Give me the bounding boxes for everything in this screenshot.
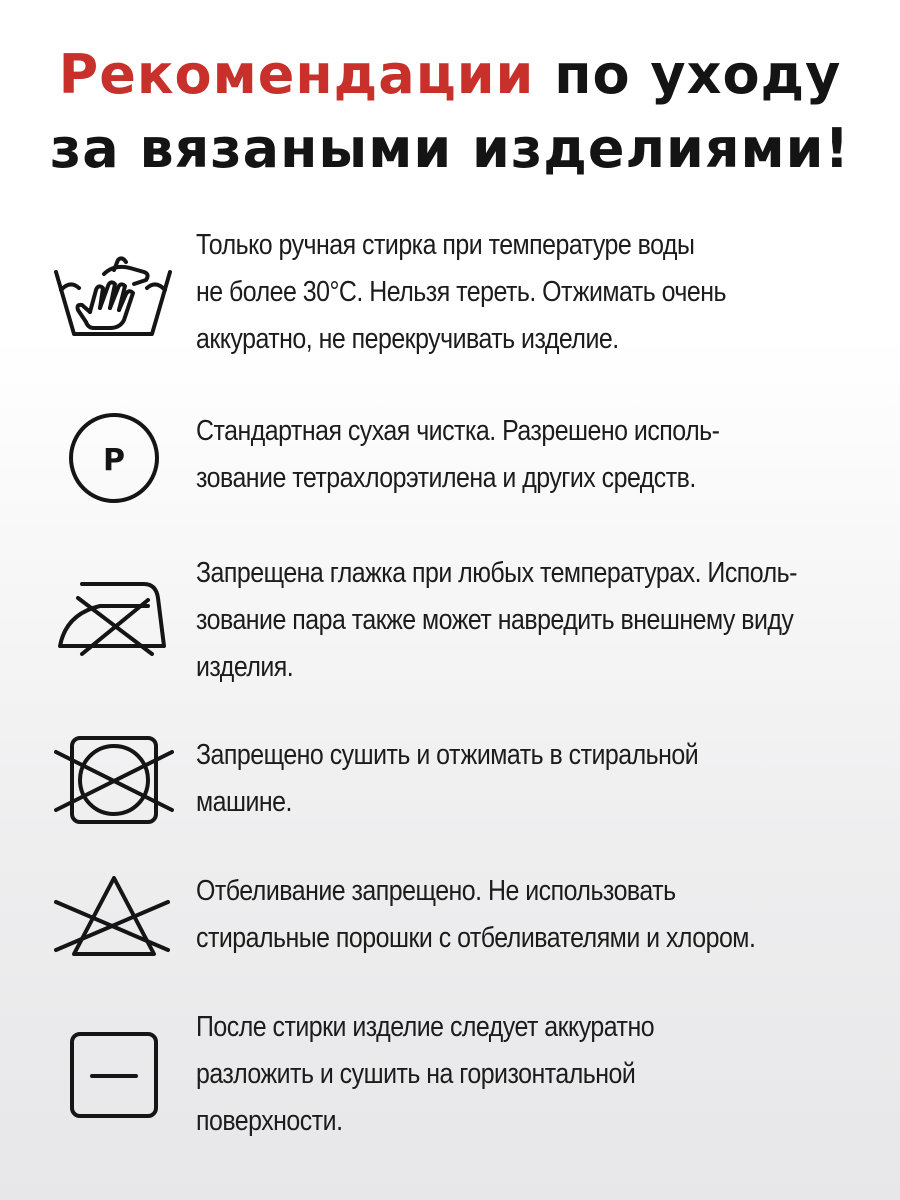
care-text-line: Только ручная стирка при температуре воды [196, 229, 695, 261]
care-text-line: Стандартная сухая чистка. Разрешено исполь- [196, 415, 720, 447]
care-text-dry-flat [196, 1004, 789, 1145]
care-text-line: стиральные порошки с отбеливателями и хлором. [196, 922, 756, 954]
care-text-no-iron [196, 550, 797, 691]
no-iron-icon [48, 574, 178, 664]
care-text-line: После стирки изделие следует аккуратно [196, 1011, 655, 1043]
title-line-1 [0, 38, 900, 112]
care-text-line: поверхности. [196, 1105, 343, 1137]
no-bleach-icon [48, 872, 178, 962]
dry-flat-icon [48, 1030, 178, 1122]
hand-wash-icon [48, 250, 178, 340]
care-text-line: зование тетрахлорэтилена и других средств. [196, 462, 696, 494]
no-tumble-dry-icon [48, 732, 178, 827]
dry-clean-p-icon [48, 408, 178, 508]
dry-clean-letter: P [103, 443, 125, 478]
care-text-line: не более 30°С. Нельзя тереть. Отжимать очень [196, 276, 726, 308]
care-text-line: Запрещено сушить и отжимать в стиральной [196, 739, 699, 771]
title-line-2: за вязаными изделиями! [49, 117, 851, 180]
title-accent-word: Рекомендации [58, 43, 535, 106]
care-text-line: изделия. [196, 651, 294, 683]
care-text-line: машине. [196, 786, 292, 818]
care-text-line: зование пара также может навредить внешнему виду [196, 604, 794, 636]
care-text-line: разложить и сушить на горизонтальной [196, 1058, 636, 1090]
care-text-line: Отбеливание запрещено. Не использовать [196, 875, 676, 907]
care-text-no-tumble-dry [196, 732, 789, 826]
care-text-line: Запрещена глажка при любых температурах. Исполь- [196, 557, 797, 589]
care-text-line: аккуратно, не перекручивать изделие. [196, 323, 619, 355]
title-line-1-rest: по уходу [534, 43, 842, 106]
page-title [0, 38, 900, 186]
care-text-hand-wash [196, 222, 789, 363]
care-text-dry-clean [196, 408, 789, 502]
care-text-no-bleach [196, 868, 789, 962]
